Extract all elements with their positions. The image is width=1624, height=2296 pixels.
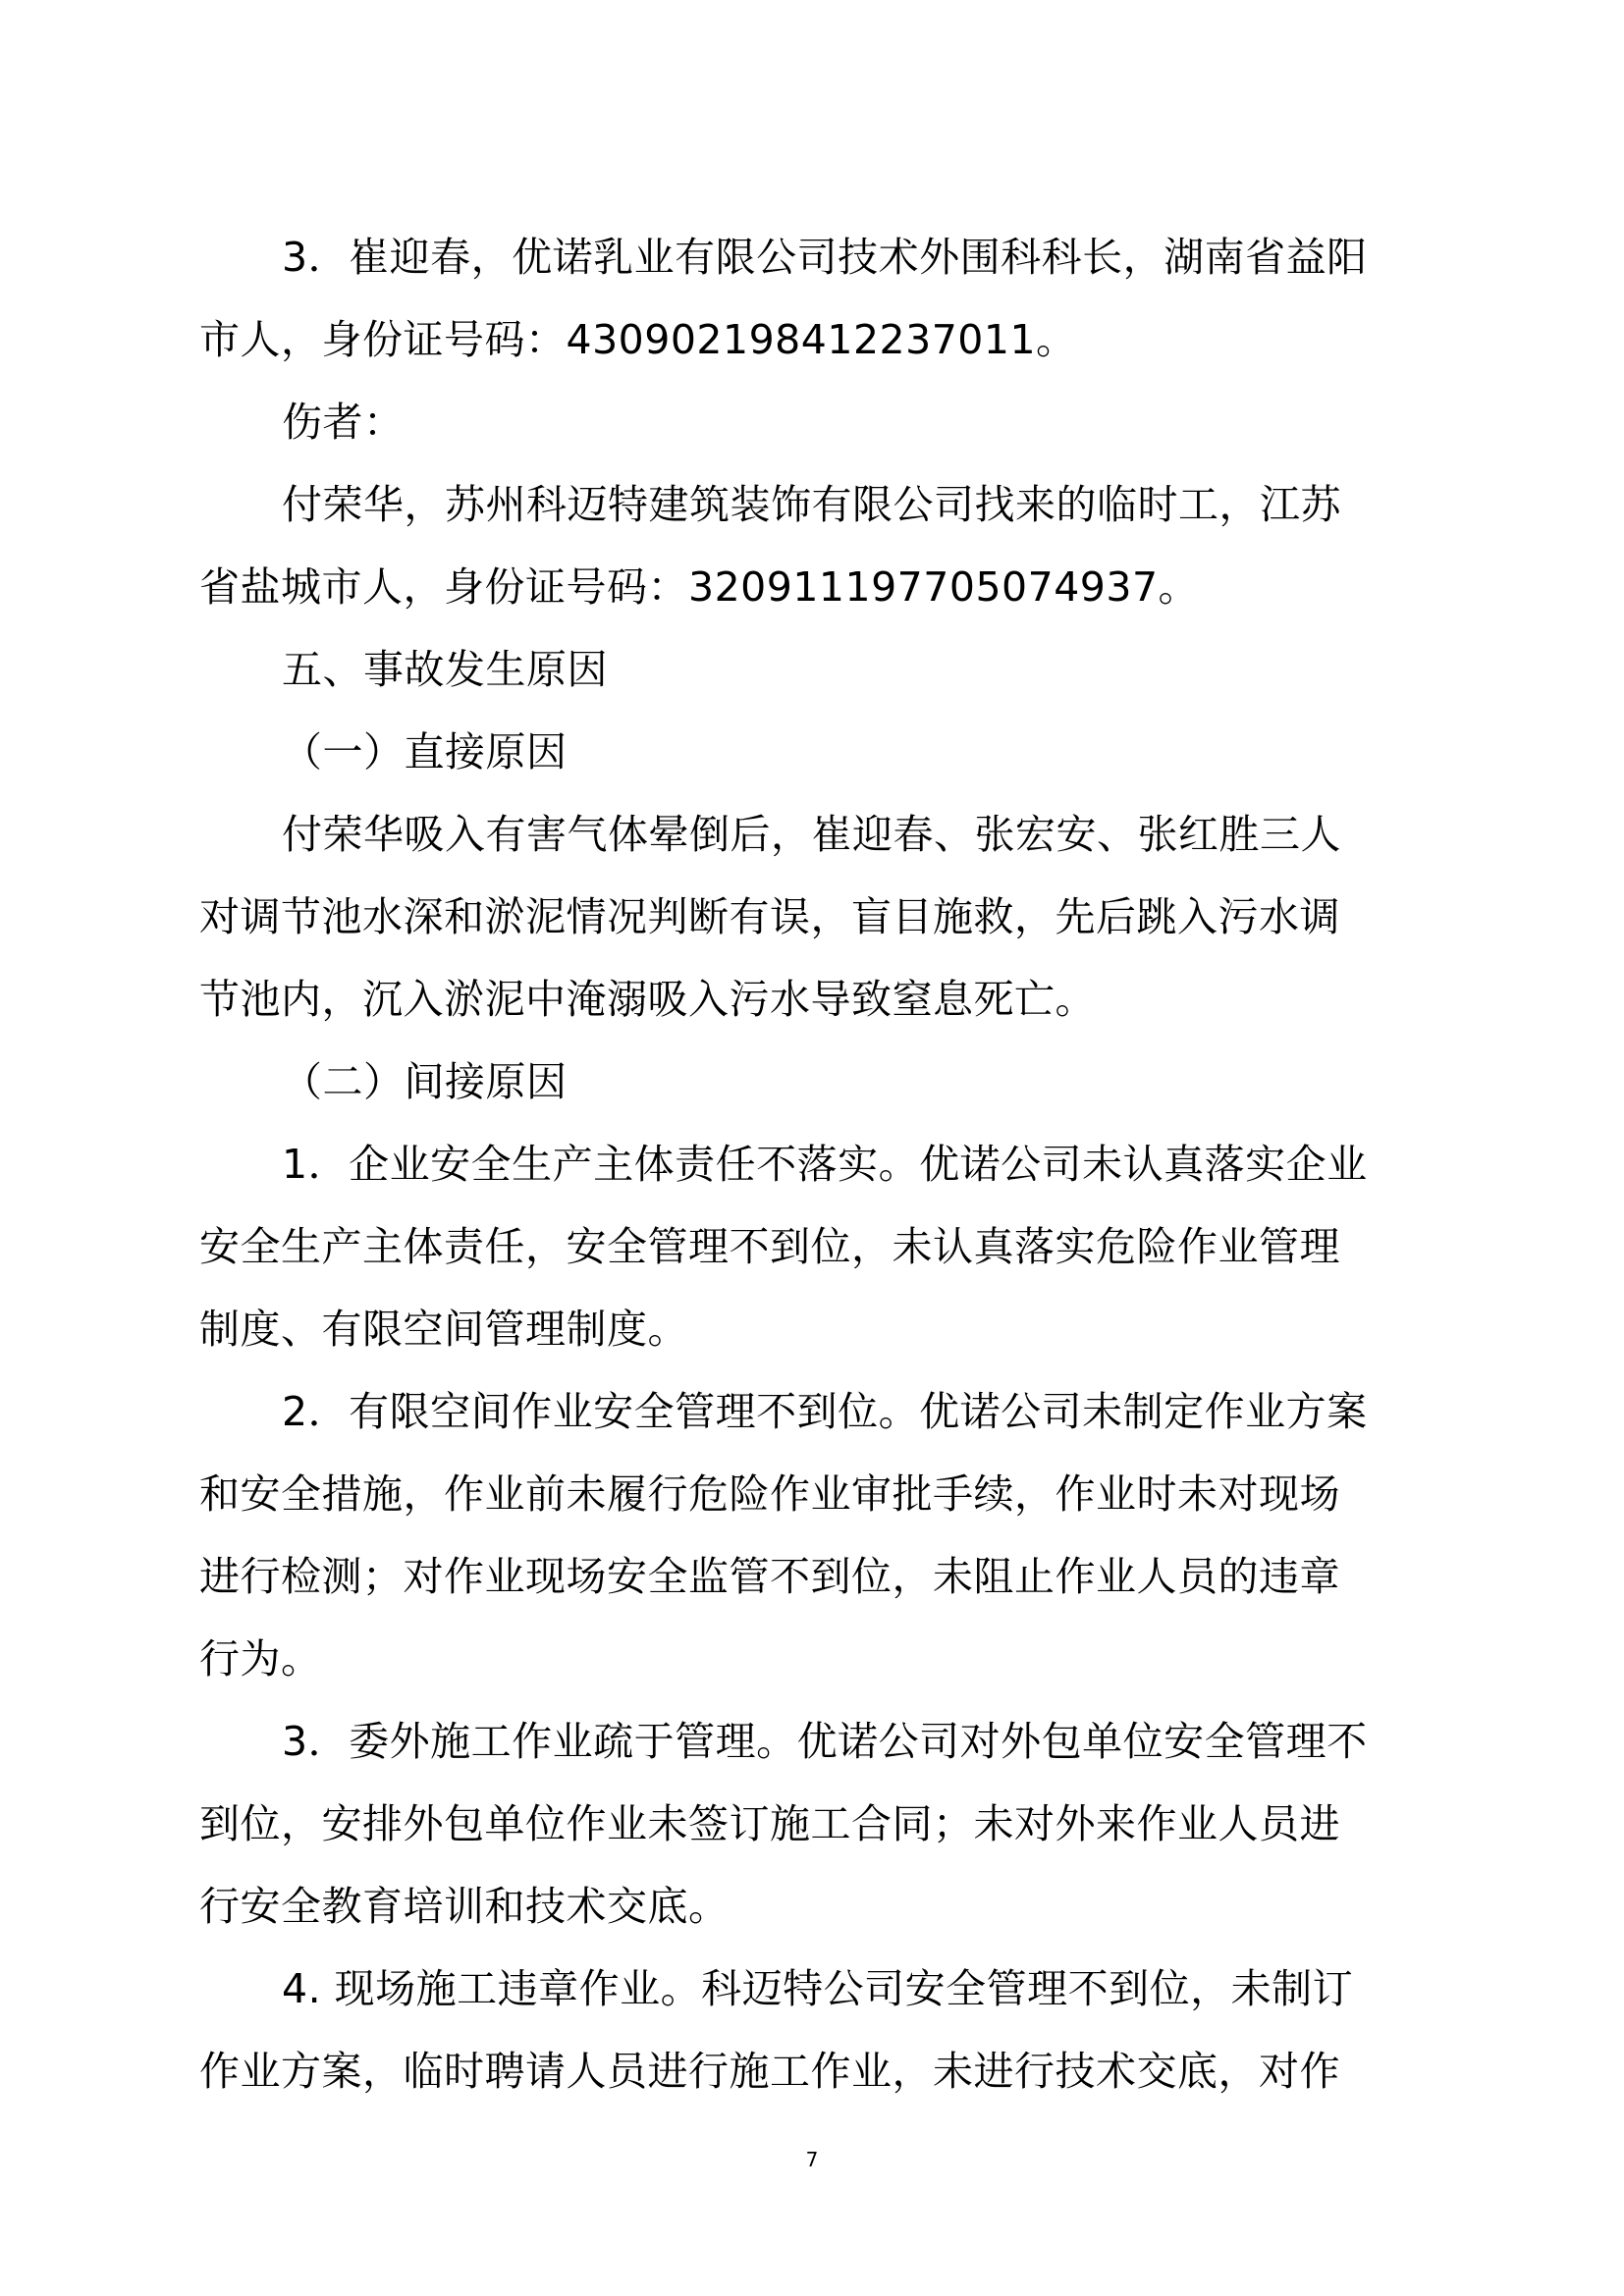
text-line: 付荣华，苏州科迈特建筑装饰有限公司找来的临时工，江苏 xyxy=(282,481,1341,528)
text-line: （一）直接原因 xyxy=(282,728,568,775)
text-line: 付荣华吸入有害气体晕倒后，崔迎春、张宏安、张红胜三人 xyxy=(282,811,1341,858)
text-line: 2．有限空间作业安全管理不到位。优诺公司未制定作业方案 xyxy=(282,1388,1368,1435)
text-line: 和安全措施，作业前未履行危险作业审批手续，作业时未对现场 xyxy=(199,1470,1340,1518)
text-line: 1．企业安全生产主体责任不落实。优诺公司未认真落实企业 xyxy=(282,1141,1368,1188)
text-line: 作业方案，临时聘请人员进行施工作业，未进行技术交底，对作 xyxy=(199,2048,1340,2095)
text-line: 市人，身份证号码：430902198412237011。 xyxy=(199,316,1077,363)
text-line: 制度、有限空间管理制度。 xyxy=(199,1306,688,1353)
document-body xyxy=(199,216,1436,2112)
text-line: 省盐城市人，身份证号码：320911197705074937。 xyxy=(199,563,1200,611)
text-line: （二）间接原因 xyxy=(282,1058,568,1105)
text-line: 4. 现场施工违章作业。科迈特公司安全管理不到位，未制订 xyxy=(282,1965,1354,2012)
page-number: 7 xyxy=(805,2148,819,2171)
text-line: 3．崔迎春，优诺乳业有限公司技术外围科科长，湖南省益阳 xyxy=(282,234,1368,281)
text-line: 行安全教育培训和技术交底。 xyxy=(199,1883,730,1930)
text-line: 3．委外施工作业疏于管理。优诺公司对外包单位安全管理不 xyxy=(282,1718,1368,1765)
text-line: 进行检测；对作业现场安全监管不到位，未阻止作业人员的违章 xyxy=(199,1553,1340,1600)
text-line: 五、事故发生原因 xyxy=(282,646,608,693)
text-line: 伤者： xyxy=(282,399,405,446)
text-line: 对调节池水深和淤泥情况判断有误，盲目施救，先后跳入污水调 xyxy=(199,893,1340,940)
text-line: 到位，安排外包单位作业未签订施工合同；未对外来作业人员进 xyxy=(199,1800,1340,1847)
text-line: 节池内，沉入淤泥中淹溺吸入污水导致窒息死亡。 xyxy=(199,976,1096,1023)
text-line: 行为。 xyxy=(199,1635,322,1682)
text-line: 安全生产主体责任，安全管理不到位，未认真落实危险作业管理 xyxy=(199,1223,1340,1270)
